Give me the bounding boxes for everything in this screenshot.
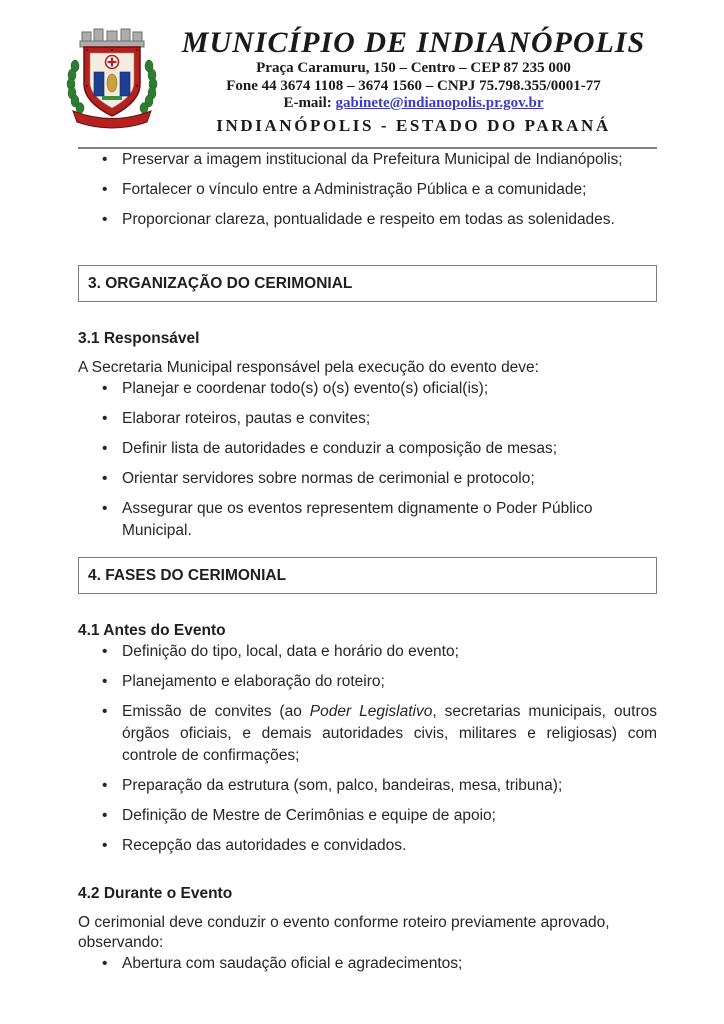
list-item: • Definição de Mestre de Cerimônias e equipe de apoio; xyxy=(100,805,657,827)
list-item: • Assegurar que os eventos representem dignamente o Poder Público Municipal. xyxy=(100,498,657,542)
list-item: • Definição do tipo, local, data e horário do evento; xyxy=(100,641,657,663)
section-3-header-box: 3. ORGANIZAÇÃO DO CERIMONIAL xyxy=(78,265,657,302)
list-item: • Definir lista de autoridades e conduzir a composição de mesas; xyxy=(100,438,657,460)
subsection-3-1-bullet-list xyxy=(78,378,657,542)
list-item: • Preparação da estrutura (som, palco, bandeiras, mesa, tribuna); xyxy=(100,775,657,797)
email-link[interactable]: gabinete@indianopolis.pr.gov.br xyxy=(335,95,544,111)
subsection-4-1-bullet-list xyxy=(78,641,657,857)
list-item: • Abertura com saudação oficial e agradecimentos; xyxy=(100,953,657,975)
phone-line: Fone 44 3674 1108 – 3674 1560 – CNPJ 75.798.355/0001-77 xyxy=(226,77,601,94)
subsection-3-1-lead: A Secretaria Municipal responsável pela execução do evento deve: xyxy=(78,359,539,376)
list-item: • Preservar a imagem institucional da Prefeitura Municipal de Indianópolis; xyxy=(100,149,657,171)
subsection-4-2-lead: O cerimonial deve conduzir o evento conforme roteiro previamente aprovado, observando: xyxy=(78,914,610,951)
list-item: • Fortalecer o vínculo entre a Administração Pública e a comunidade; xyxy=(100,179,657,201)
letterhead-text xyxy=(170,26,657,136)
subsection-3-1-heading: 3.1 Responsável xyxy=(78,330,200,347)
state-subtitle: INDIANÓPOLIS - ESTADO DO PARANÁ xyxy=(216,115,611,135)
municipality-title: MUNICÍPIO DE INDIANÓPOLIS xyxy=(181,26,646,59)
coat-of-arms-icon xyxy=(62,26,162,134)
convites-prefix: Emissão de convites (ao xyxy=(122,703,310,720)
intro-bullet-list xyxy=(78,149,657,231)
subsection-4-2-heading: 4.2 Durante o Evento xyxy=(78,885,233,902)
letterhead xyxy=(78,26,657,140)
list-item: • Orientar servidores sobre normas de cerimonial e protocolo; xyxy=(100,468,657,490)
list-item: • Elaborar roteiros, pautas e convites; xyxy=(100,408,657,430)
convites-italic-term: Poder Legislativo xyxy=(309,703,433,720)
email-label: E-mail: xyxy=(283,95,336,111)
address-line: Praça Caramuru, 150 – Centro – CEP 87 235 000 xyxy=(256,60,571,76)
subsection-4-1-heading: 4.1 Antes do Evento xyxy=(78,622,226,639)
email-line xyxy=(170,95,657,113)
list-item: • Planejamento e elaboração do roteiro; xyxy=(100,671,657,693)
list-item: • Recepção das autoridades e convidados. xyxy=(100,835,657,857)
convites-suffix: , secretarias municipais, outros órgãos oficiais, e demais autoridades civis, militares e religiosas) com controle de confirmações; xyxy=(122,703,657,764)
section-4-header-box: 4. FASES DO CERIMONIAL xyxy=(78,557,657,594)
subsection-4-2-bullet-list xyxy=(78,953,657,975)
list-item: • Planejar e coordenar todo(s) o(s) evento(s) oficial(is); xyxy=(100,378,657,400)
list-item: • Proporcionar clareza, pontualidade e respeito em todas as solenidades. xyxy=(100,209,657,231)
list-item-convites xyxy=(100,701,657,767)
